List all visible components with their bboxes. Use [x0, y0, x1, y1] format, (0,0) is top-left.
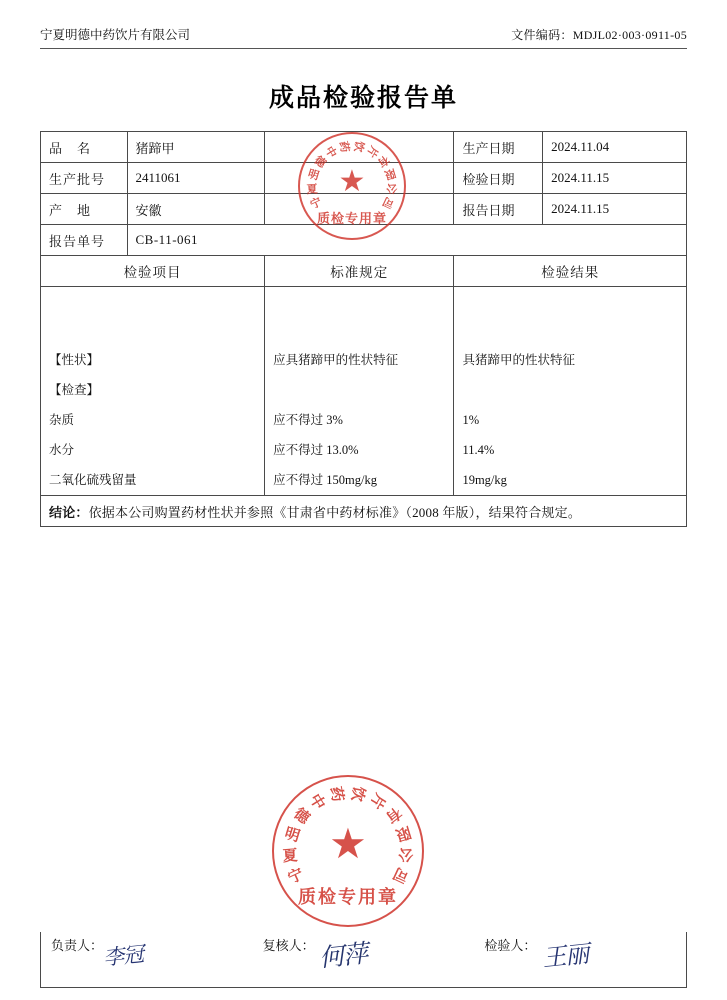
conclusion-row — [41, 496, 687, 527]
seal-top-ring-text: 宁 夏 明 德 中 药 饮 片 有 限 公 司 — [306, 139, 398, 212]
label-origin: 产 地 — [41, 194, 128, 225]
value-report-no: CB-11-061 — [127, 225, 686, 256]
value-test-date: 2024.11.15 — [543, 163, 687, 194]
result-standards-cell — [265, 287, 454, 496]
standard-row-2: 应不得过 3% — [273, 413, 343, 427]
seal-area-cell-3 — [265, 194, 454, 225]
label-batch-no: 生产批号 — [41, 163, 128, 194]
label-test-date: 检验日期 — [454, 163, 543, 194]
result-values-cell — [454, 287, 687, 496]
label-report-no: 报告单号 — [41, 225, 128, 256]
conclusion-label: 结论： — [49, 504, 89, 520]
doc-code — [511, 26, 687, 43]
result-row-2: 1% — [462, 413, 480, 427]
col-header-item: 检验项目 — [41, 256, 265, 287]
value-batch-no: 2411061 — [127, 163, 265, 194]
result-body-row — [41, 287, 687, 496]
standard-row-0: 应具猪蹄甲的性状特征 — [273, 353, 399, 367]
result-row-4: 19mg/kg — [462, 473, 507, 487]
star-icon: ★ — [338, 164, 366, 198]
item-row-0: 【性状】 — [49, 353, 100, 367]
result-row-1 — [462, 375, 678, 405]
seal-bottom-ring-text: 宁 夏 明 德 中 药 饮 片 有 限 公 司 — [282, 784, 415, 888]
item-row-4: 二氧化硫残留量 — [49, 473, 137, 487]
seal-bottom-bottom-text: 质检专用章 — [298, 887, 398, 908]
doc-code-label: 文件编码： — [511, 28, 573, 42]
seal-area-cell-2 — [265, 163, 454, 194]
star-icon-large: ★ — [329, 822, 367, 869]
value-product-name: 猪蹄甲 — [127, 132, 265, 163]
result-items-list — [49, 287, 256, 495]
label-reviewer: 复核人： — [262, 938, 315, 953]
doc-code-value: MDJL02·003·0911-05 — [572, 28, 687, 42]
label-product-name: 品 名 — [41, 132, 128, 163]
label-manager: 负责人： — [51, 938, 104, 953]
seal-top-bottom-text: 质检专用章 — [316, 212, 387, 227]
item-row-1: 【检查】 — [49, 383, 100, 397]
header-divider — [40, 48, 687, 49]
signature-block-inspector — [474, 932, 686, 987]
col-header-result: 检验结果 — [454, 256, 687, 287]
signature-block-reviewer — [253, 932, 475, 987]
info-row-3 — [41, 194, 687, 225]
result-values-list — [462, 287, 678, 495]
info-row-1 — [41, 132, 687, 163]
standard-row-3: 应不得过 13.0% — [273, 443, 359, 457]
page-title: 成品检验报告单 — [268, 83, 458, 112]
signature-row — [40, 932, 687, 988]
result-header-row — [41, 256, 687, 287]
label-production-date: 生产日期 — [454, 132, 543, 163]
result-items-cell — [41, 287, 265, 496]
report-table — [40, 131, 687, 527]
info-row-2 — [41, 163, 687, 194]
item-row-2: 杂质 — [49, 413, 75, 427]
company-seal-bottom — [272, 775, 424, 927]
report-no-row — [41, 225, 687, 256]
conclusion-text: 依据本公司购置药材性状并参照《甘肃省中药材标准》（2008 年版），结果符合规定。 — [88, 504, 582, 520]
item-row-3: 水分 — [49, 443, 75, 457]
label-report-date: 报告日期 — [454, 194, 543, 225]
result-row-0: 具猪蹄甲的性状特征 — [462, 353, 575, 367]
col-header-standard: 标准规定 — [265, 256, 454, 287]
standard-row-4: 应不得过 150mg/kg — [273, 473, 377, 487]
result-row-3: 11.4% — [462, 443, 495, 457]
signature-block-manager — [41, 932, 253, 987]
value-report-date: 2024.11.15 — [543, 194, 687, 225]
seal-area-cell — [265, 132, 454, 163]
document-header — [40, 25, 687, 43]
standard-row-1 — [273, 375, 445, 405]
company-name: 宁夏明德中药饮片有限公司 — [40, 28, 191, 42]
value-production-date: 2024.11.04 — [543, 132, 687, 163]
label-inspector: 检验人： — [484, 938, 537, 953]
signature-reviewer: 何萍 — [317, 938, 369, 973]
conclusion-cell — [41, 496, 687, 527]
result-standards-list — [273, 287, 445, 495]
signature-manager: 李冠 — [101, 941, 145, 971]
signature-inspector: 王丽 — [541, 939, 590, 973]
value-origin: 安徽 — [127, 194, 265, 225]
